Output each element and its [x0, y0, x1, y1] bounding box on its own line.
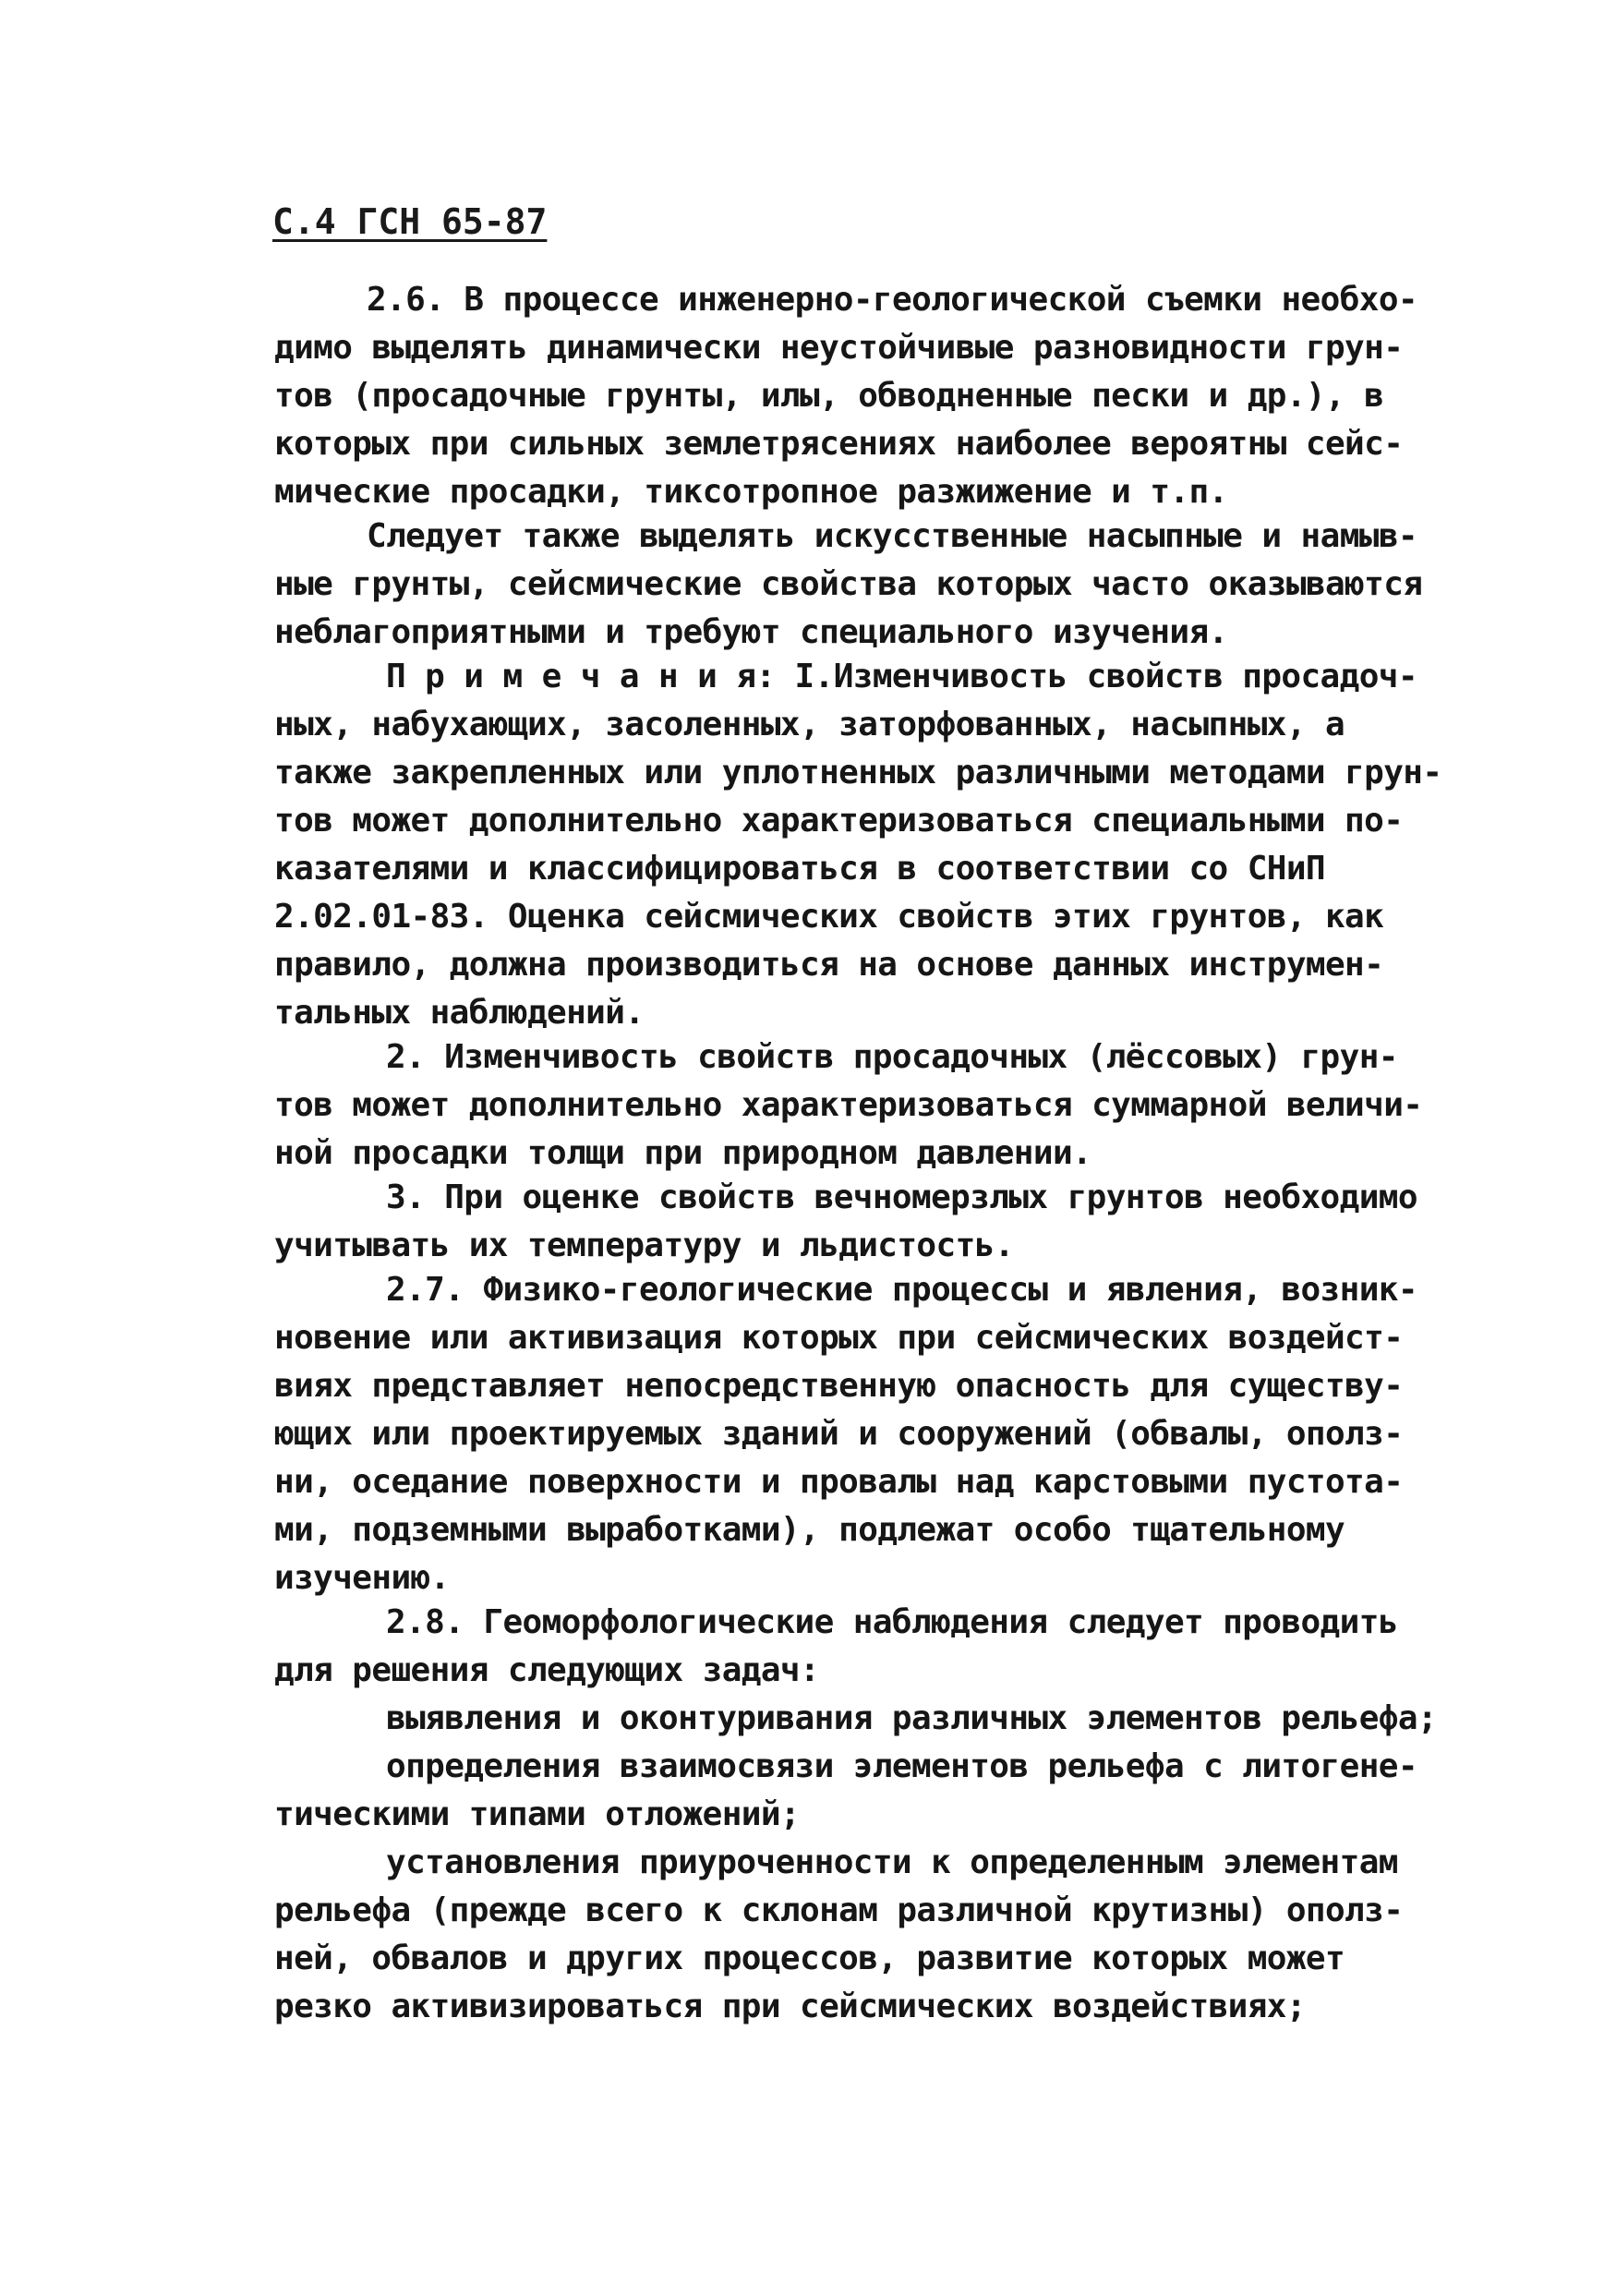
- text-line: ней, обвалов и других процессов, развитие которых может: [274, 1940, 1345, 1977]
- text-line: мические просадки, тиксотропное разжижение и т.п.: [274, 473, 1228, 511]
- text-line: ной просадки толщи при природном давлении.: [274, 1134, 1092, 1172]
- text-line: правило, должна производиться на основе данных инструмен-: [274, 946, 1384, 984]
- text-line: ные грунты, сейсмические свойства которых часто оказываются: [274, 565, 1423, 603]
- text-line: резко активизироваться при сейсмических воздействиях;: [274, 1988, 1306, 2025]
- text-line: выявления и оконтуривания различных элементов рельефа;: [386, 1699, 1437, 1737]
- text-line: тов может дополнительно характеризоваться специальными по-: [274, 802, 1404, 840]
- text-line: 2.8. Геоморфологические наблюдения следует проводить: [386, 1603, 1398, 1641]
- text-line: ни, оседание поверхности и провалы над карстовыми пустота-: [274, 1463, 1404, 1501]
- page-header: С.4 ГСН 65-87: [272, 201, 548, 242]
- text-line: 2.6. В процессе инженерно-геологической съемки необхо-: [367, 281, 1417, 319]
- text-line: казателями и классифицироваться в соответствии со СНиП: [274, 850, 1325, 888]
- text-line: 2.02.01-83. Оценка сейсмических свойств этих грунтов, как: [274, 898, 1384, 936]
- text-line: 3. При оценке свойств вечномерзлых грунтов необходимо: [386, 1178, 1417, 1216]
- text-line: димо выделять динамически неустойчивые разновидности грун-: [274, 329, 1404, 367]
- text-line: для решения следующих задач:: [274, 1651, 820, 1689]
- text-line: тическими типами отложений;: [274, 1795, 800, 1833]
- text-line: которых при сильных землетрясениях наиболее вероятны сейс-: [274, 425, 1404, 463]
- text-line: изучению.: [274, 1559, 450, 1597]
- text-line: ющих или проектируемых зданий и сооружений (обвалы, ополз-: [274, 1415, 1404, 1453]
- text-line: ми, подземными выработками), подлежат особо тщательному: [274, 1511, 1345, 1549]
- text-line: учитывать их температуру и льдистость.: [274, 1227, 1014, 1264]
- text-line: рельефа (прежде всего к склонам различной крутизны) ополз-: [274, 1891, 1404, 1929]
- text-line: новение или активизация которых при сейсмических воздейст-: [274, 1319, 1404, 1357]
- text-line: неблагоприятными и требуют специального изучения.: [274, 613, 1228, 651]
- text-line: 2.7. Физико-геологические процессы и явления, возник-: [386, 1271, 1417, 1309]
- text-line: определения взаимосвязи элементов рельефа с литогене-: [386, 1747, 1417, 1785]
- text-line: тов может дополнительно характеризоваться суммарной величи-: [274, 1086, 1423, 1124]
- text-line: виях представляет непосредственную опасность для существу-: [274, 1367, 1404, 1405]
- text-line: П р и м е ч а н и я: I.Изменчивость свойств просадоч-: [386, 658, 1417, 695]
- text-line: установления приуроченности к определенным элементам: [386, 1843, 1398, 1881]
- text-line: также закрепленных или уплотненных различными методами грун-: [274, 754, 1442, 792]
- text-line: тальных наблюдений.: [274, 994, 645, 1032]
- text-line: Следует также выделять искусственные насыпные и намыв-: [367, 517, 1417, 555]
- text-line: 2. Изменчивость свойств просадочных (лёссовых) грун-: [386, 1038, 1398, 1076]
- text-line: тов (просадочные грунты, илы, обводненные пески и др.), в: [274, 377, 1384, 415]
- text-line: ных, набухающих, засоленных, заторфованных, насыпных, а: [274, 706, 1345, 743]
